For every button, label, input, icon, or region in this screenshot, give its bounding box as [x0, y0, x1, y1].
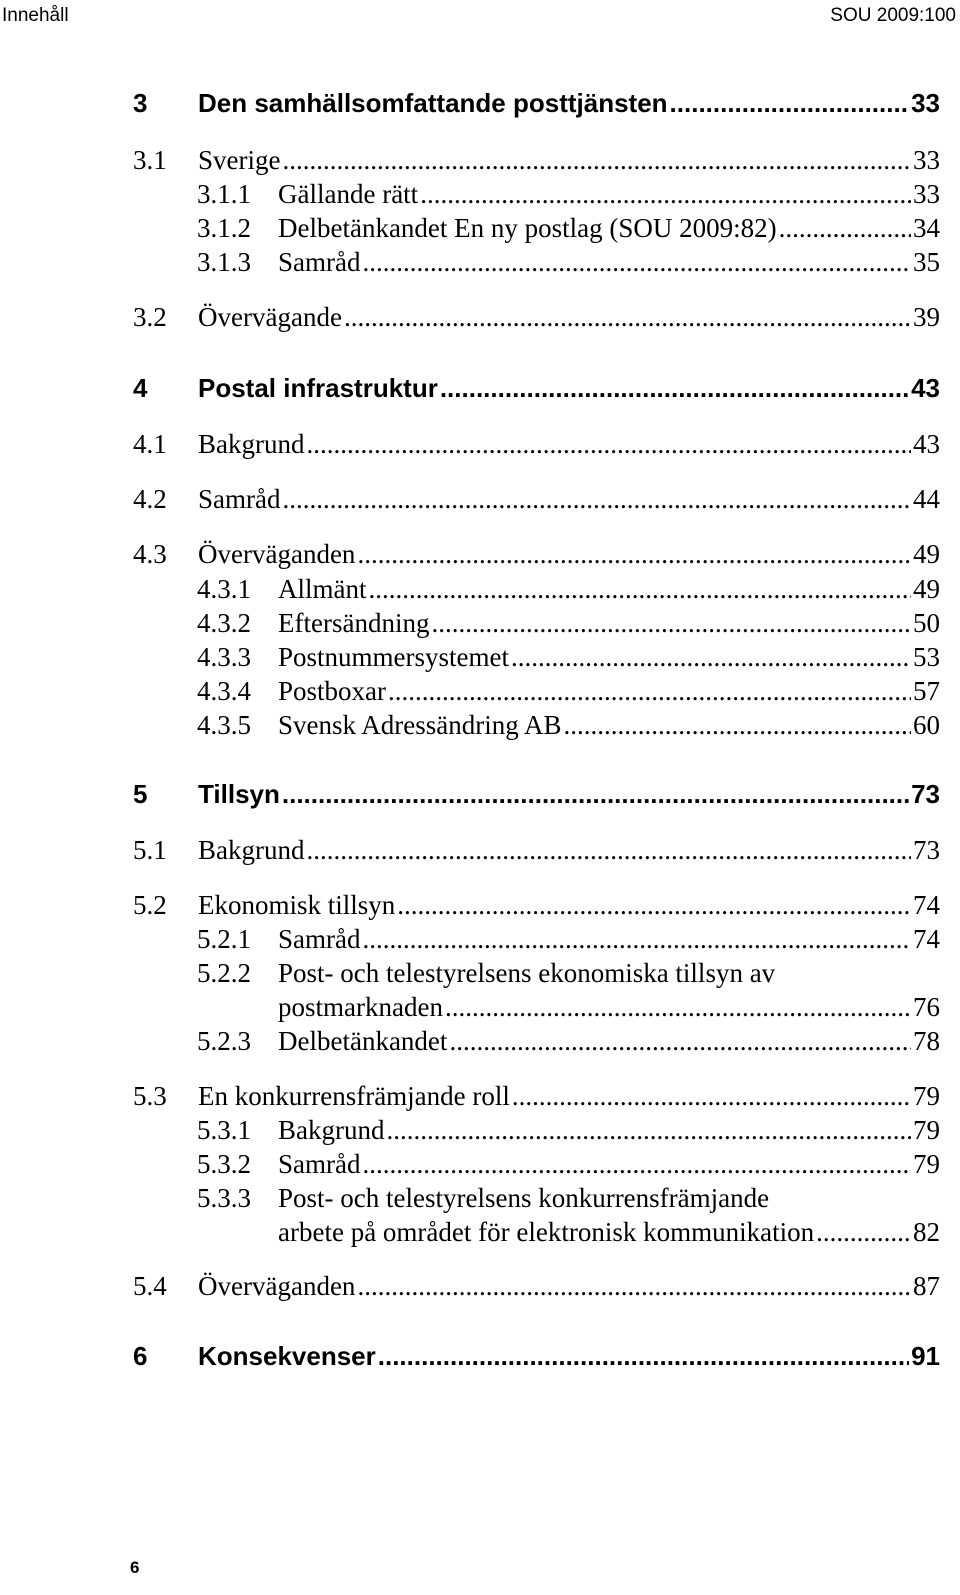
toc-title: Sverige — [198, 145, 281, 175]
dot-leader — [449, 1026, 911, 1057]
toc-page: 33 — [911, 88, 940, 118]
toc-number: 6 — [133, 1341, 148, 1371]
toc-sub-5-2-3[interactable] — [197, 1026, 940, 1066]
dot-leader — [344, 302, 911, 333]
toc-page: 43 — [913, 429, 940, 459]
toc-title: Övervägande — [198, 302, 342, 332]
toc-number: 5.3.1 — [197, 1115, 251, 1145]
toc-number: 4 — [133, 373, 148, 403]
toc-sub-4-3-5[interactable] — [197, 710, 940, 750]
toc-title: Bakgrund — [198, 835, 305, 865]
toc-title: Samråd — [278, 1149, 361, 1179]
toc-number: 4.3.5 — [197, 710, 251, 740]
toc-section-4-1[interactable] — [133, 429, 940, 469]
toc-title: Överväganden — [198, 1271, 356, 1301]
dot-leader — [388, 676, 911, 707]
toc-section-4-2[interactable] — [133, 484, 940, 524]
toc-chapter-5[interactable] — [133, 779, 940, 819]
header-section-title: Innehåll — [2, 5, 69, 26]
dot-leader — [440, 373, 909, 404]
toc-section-3-2[interactable] — [133, 302, 940, 342]
toc-title: Gällande rätt — [278, 179, 419, 209]
dot-leader — [512, 1081, 911, 1112]
toc-number: 4.3.1 — [197, 574, 251, 604]
dot-leader — [306, 835, 911, 866]
toc-title: Delbetänkandet En ny postlag (SOU 2009:82) — [278, 213, 777, 243]
toc-page: 79 — [913, 1115, 940, 1145]
toc-title: Samråd — [198, 484, 281, 514]
toc-page: 34 — [913, 213, 940, 243]
toc-number: 5.2.2 — [197, 958, 251, 988]
toc-number: 4.1 — [133, 429, 167, 459]
toc-page: 82 — [913, 1217, 940, 1247]
toc-sub-3-1-3[interactable] — [197, 247, 940, 287]
dot-leader — [282, 779, 909, 810]
toc-number: 3.1.2 — [197, 213, 251, 243]
page-number: 6 — [130, 1558, 140, 1577]
toc-page: 50 — [913, 608, 940, 638]
toc-number: 3.1.1 — [197, 179, 251, 209]
dot-leader — [670, 88, 910, 119]
dot-leader — [362, 1149, 911, 1180]
toc-page: 74 — [913, 924, 940, 954]
toc-number: 5.4 — [133, 1271, 167, 1301]
dot-leader — [397, 890, 911, 921]
toc-chapter-4[interactable] — [133, 373, 940, 413]
toc-title: Den samhällsomfattande posttjänsten — [198, 88, 668, 118]
toc-page: 79 — [913, 1081, 940, 1111]
toc-number: 4.2 — [133, 484, 167, 514]
toc-page: 76 — [913, 992, 940, 1022]
toc-number: 5.1 — [133, 835, 167, 865]
toc-page: 49 — [913, 539, 940, 569]
toc-chapter-3[interactable] — [133, 88, 940, 128]
header-report-id: SOU 2009:100 — [830, 5, 956, 26]
dot-leader — [378, 1341, 909, 1372]
toc-title: Postnummersystemet — [278, 642, 509, 672]
dot-leader — [306, 429, 911, 460]
toc-title: Bakgrund — [198, 429, 305, 459]
toc-number: 3.1 — [133, 145, 167, 175]
toc-number: 5.2.3 — [197, 1026, 251, 1056]
dot-leader — [282, 145, 911, 176]
toc-number: 4.3.3 — [197, 642, 251, 672]
toc-title: En konkurrensfrämjande roll — [198, 1081, 510, 1111]
toc-page: 57 — [913, 676, 940, 706]
dot-leader — [357, 1271, 911, 1302]
toc-title: Bakgrund — [278, 1115, 385, 1145]
toc-title: Samråd — [278, 924, 361, 954]
toc-section-5-1[interactable] — [133, 835, 940, 875]
dot-leader — [779, 213, 911, 244]
toc-page: 49 — [913, 574, 940, 604]
toc-title: Konsekvenser — [198, 1341, 376, 1371]
dot-leader — [816, 1217, 911, 1248]
toc-title: Postboxar — [278, 676, 386, 706]
toc-page: 74 — [913, 890, 940, 920]
toc-number: 5 — [133, 779, 148, 809]
toc-page: 87 — [913, 1271, 940, 1301]
toc-title: Samråd — [278, 247, 361, 277]
dot-leader — [431, 608, 911, 639]
toc-title-first-line: Post- och telestyrelsens konkurrensfrämjande — [278, 1183, 770, 1213]
toc-number: 4.3 — [133, 539, 167, 569]
dot-leader — [564, 710, 912, 741]
toc-title: Ekonomisk tillsyn — [198, 890, 396, 920]
toc-section-5-4[interactable] — [133, 1271, 940, 1311]
toc-page: 91 — [911, 1341, 940, 1371]
toc-title: Tillsyn — [198, 779, 280, 809]
toc-title: Allmänt — [278, 574, 367, 604]
toc-number: 5.2 — [133, 890, 167, 920]
dot-leader — [362, 247, 911, 278]
dot-leader — [369, 574, 912, 605]
dot-leader — [357, 539, 911, 570]
toc-number: 5.3 — [133, 1081, 167, 1111]
toc-page: 79 — [913, 1149, 940, 1179]
toc-section-4-3[interactable] — [133, 539, 940, 579]
toc-title-first-line: Post- och telestyrelsens ekonomiska tillsyn av — [278, 958, 776, 988]
toc-page: 53 — [913, 642, 940, 672]
toc-number: 5.3.3 — [197, 1183, 251, 1213]
toc-page: 35 — [913, 247, 940, 277]
dot-leader — [511, 642, 911, 673]
toc-page: 33 — [913, 145, 940, 175]
toc-page: 60 — [913, 710, 940, 740]
dot-leader — [386, 1115, 911, 1146]
toc-number: 3.1.3 — [197, 247, 251, 277]
toc-number: 4.3.4 — [197, 676, 251, 706]
toc-page: 44 — [913, 484, 940, 514]
toc-title: Delbetänkandet — [278, 1026, 448, 1056]
toc-number: 5.2.1 — [197, 924, 251, 954]
toc-chapter-6[interactable] — [133, 1341, 940, 1381]
toc-page: 33 — [913, 179, 940, 209]
toc-title: Svensk Adressändring AB — [278, 710, 562, 740]
toc-number: 3 — [133, 88, 148, 118]
toc-sub-5-3-3[interactable] — [197, 1217, 940, 1257]
toc-page: 73 — [913, 835, 940, 865]
toc-page: 73 — [911, 779, 940, 809]
toc-number: 3.2 — [133, 302, 167, 332]
dot-leader — [362, 924, 911, 955]
toc-title: Överväganden — [198, 539, 356, 569]
toc-number: 5.3.2 — [197, 1149, 251, 1179]
toc-title: postmarknaden — [278, 992, 443, 1022]
dot-leader — [420, 179, 911, 210]
dot-leader — [445, 992, 911, 1023]
toc-title: Postal infrastruktur — [198, 373, 438, 403]
running-header — [0, 5, 960, 31]
toc-title: arbete på området för elektronisk kommunikation — [278, 1217, 815, 1247]
dot-leader — [282, 484, 911, 515]
toc-page: 39 — [913, 302, 940, 332]
toc-page: 43 — [911, 373, 940, 403]
toc-number: 4.3.2 — [197, 608, 251, 638]
toc-title: Eftersändning — [278, 608, 430, 638]
toc-page: 78 — [913, 1026, 940, 1056]
